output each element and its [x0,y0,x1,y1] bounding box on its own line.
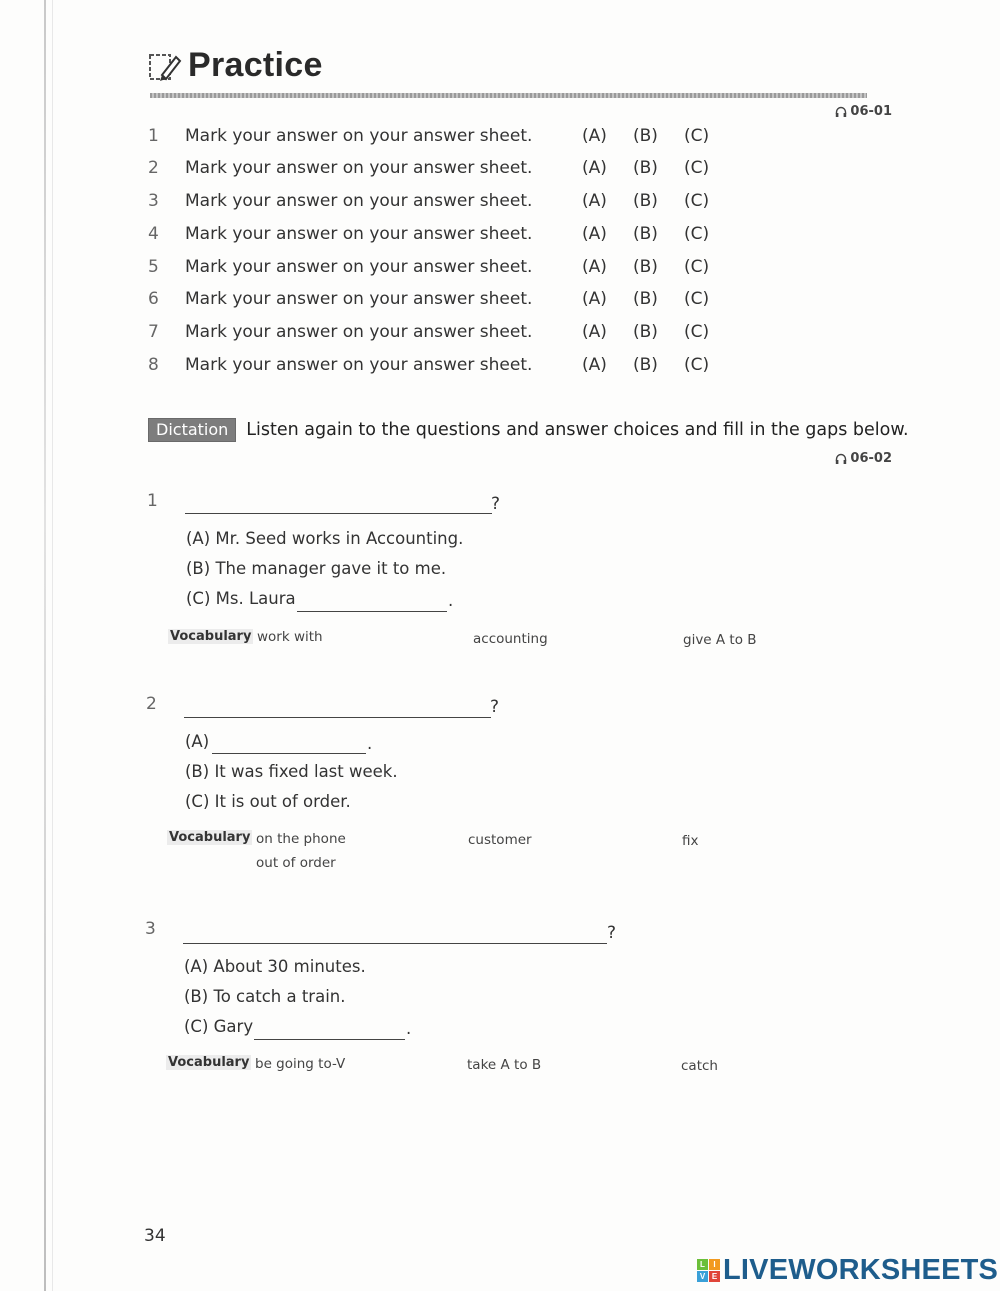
page-title: Practice [188,46,323,84]
option-b[interactable]: (B) [633,224,658,244]
choice-a: (A) [185,732,210,751]
headphones-icon [835,106,847,118]
vocab-item: customer [468,832,532,848]
option-b[interactable]: (B) [633,257,658,277]
option-b[interactable]: (B) [633,191,658,211]
question-text: Mark your answer on your answer sheet. [185,289,533,309]
vocab-item: on the phone [256,831,346,847]
question-text: Mark your answer on your answer sheet. [185,257,533,277]
option-c[interactable]: (C) [684,257,710,277]
choice-b: (B) To catch a train. [184,987,346,1006]
choice-c-period: . [448,591,454,610]
vocab-item: be going to-V [255,1056,346,1072]
question-mark: ? [490,697,500,717]
choice-c: (C) Ms. Laura [186,589,296,608]
vocabulary-label: Vocabulary [168,1055,250,1070]
question-text: Mark your answer on your answer sheet. [185,191,533,211]
practice-row [148,257,728,283]
option-c[interactable]: (C) [684,126,710,146]
option-c[interactable]: (C) [684,158,710,178]
question-blank[interactable] [184,716,491,718]
question-text: Mark your answer on your answer sheet. [185,355,533,375]
question-mark: ? [607,923,617,943]
option-c[interactable]: (C) [684,355,710,375]
choice-a: (A) About 30 minutes. [184,957,366,976]
logo-letter: E [709,1271,720,1282]
question-blank[interactable] [185,512,492,514]
track-label: 06-02 [850,451,892,466]
question-number: 5 [148,257,159,277]
option-c[interactable]: (C) [684,289,710,309]
question-number: 8 [148,355,159,375]
option-a[interactable]: (A) [582,126,607,146]
logo-letter: L [697,1259,708,1270]
liveworksheets-logo[interactable] [697,1254,998,1287]
question-text: Mark your answer on your answer sheet. [185,126,533,146]
option-c[interactable]: (C) [684,191,710,211]
title-rule [150,93,867,98]
vocab-item: take A to B [467,1057,542,1073]
choice-blank[interactable] [212,752,366,754]
vocab-item: give A to B [683,632,757,648]
practice-row [148,126,728,152]
vocab-item: work with [257,629,323,645]
logo-letter: V [697,1271,708,1282]
option-a[interactable]: (A) [582,289,607,309]
question-number: 6 [148,289,159,309]
dictation-question-number: 1 [147,491,158,511]
choice-a: (A) Mr. Seed works in Accounting. [186,529,464,548]
section-title [148,46,323,85]
track-label: 06-01 [850,104,892,119]
logo-letter: I [709,1259,720,1270]
pencil-note-icon [148,49,182,83]
logo-text: LIVEWORKSHEETS [723,1254,999,1286]
choice-a-period: . [367,734,373,753]
page-number: 34 [144,1226,166,1246]
scan-edge-inner [52,0,53,1291]
option-a[interactable]: (A) [582,257,607,277]
vocab-item: out of order [256,855,336,871]
question-number: 3 [148,191,159,211]
question-number: 7 [148,322,159,342]
option-a[interactable]: (A) [582,224,607,244]
choice-blank[interactable] [297,610,447,612]
audio-track-2[interactable] [835,451,892,466]
option-b[interactable]: (B) [633,126,658,146]
dictation-question-number: 3 [145,919,156,939]
dictation-instruction: Listen again to the questions and answer choices and fill in the gaps below. [246,420,909,440]
option-c[interactable]: (C) [684,322,710,342]
option-a[interactable]: (A) [582,158,607,178]
option-b[interactable]: (B) [633,355,658,375]
choice-blank[interactable] [254,1038,405,1040]
headphones-icon [835,453,847,465]
option-a[interactable]: (A) [582,355,607,375]
option-b[interactable]: (B) [633,289,658,309]
vocab-item: fix [682,833,699,849]
dictation-header [148,418,909,442]
question-blank[interactable] [183,942,607,944]
practice-row [148,158,728,184]
question-number: 1 [148,126,159,146]
question-text: Mark your answer on your answer sheet. [185,158,533,178]
option-a[interactable]: (A) [582,191,607,211]
practice-row [148,224,728,250]
choice-b: (B) It was fixed last week. [185,762,398,781]
practice-row [148,355,728,381]
choice-c: (C) Gary [184,1017,254,1036]
practice-row [148,322,728,348]
choice-c-period: . [406,1019,412,1038]
vocab-item: catch [681,1058,718,1074]
option-b[interactable]: (B) [633,158,658,178]
question-text: Mark your answer on your answer sheet. [185,322,533,342]
choice-c: (C) It is out of order. [185,792,351,811]
logo-mark-icon [697,1259,720,1282]
scan-edge [44,0,46,1291]
vocab-item: accounting [473,631,548,647]
audio-track-1[interactable] [835,104,892,119]
option-c[interactable]: (C) [684,224,710,244]
question-text: Mark your answer on your answer sheet. [185,224,533,244]
practice-row [148,191,728,217]
question-number: 4 [148,224,159,244]
question-mark: ? [491,494,501,514]
dictation-question-number: 2 [146,694,157,714]
dictation-badge: Dictation [148,418,236,442]
practice-row [148,289,728,315]
option-b[interactable]: (B) [633,322,658,342]
vocabulary-label: Vocabulary [169,830,251,845]
question-number: 2 [148,158,159,178]
choice-b: (B) The manager gave it to me. [186,559,447,578]
vocabulary-label: Vocabulary [170,629,252,644]
option-a[interactable]: (A) [582,322,607,342]
